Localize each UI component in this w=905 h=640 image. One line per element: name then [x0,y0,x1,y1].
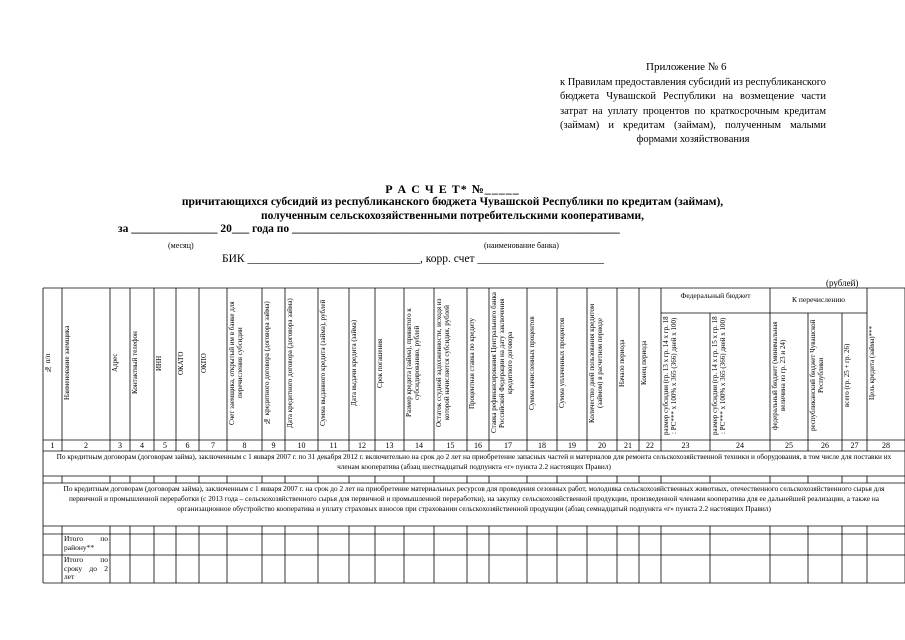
column-number: 22 [646,441,654,450]
bik-line: БИК ______________________________, корр. счет ______________________ [222,253,604,265]
total-term-label: Итого по сроку до 2 лет [64,555,108,581]
column-header: размер субсидии (гр. 13 x гр. 14 x гр. 18 : РС*** x 100% x 365 (366) дней x 100) [662,316,678,435]
column-number: 21 [624,441,632,450]
column-header: Ставка рефинансирования Центрального банка Российской Федерации на дату заключения кредитного договора [490,292,514,434]
column-number: 3 [118,441,122,450]
column-number: 23 [681,441,690,450]
column-header: всего (гр. 25 + гр. 26) [843,343,851,408]
column-header: № кредитного договора (договора займа) [263,301,271,425]
column-number: 12 [358,441,366,450]
column-header: Дата кредитного договора (договора займа) [286,298,294,428]
column-header: Процентная ставка по кредиту [468,317,476,409]
column-number: 4 [140,441,144,450]
column-header: республиканский бюджет Чувашской Республики [809,319,825,432]
column-number: 18 [538,441,546,450]
section-2-heading: По кредитным договорам (договорам займа), заключенным с 1 января 2007 г. на срок до 2 лет на приобретение материальных ресурсов для проведения сезонных работ, молодняка сельскохозяйственных животных, отечественного сельскохозяйственного сырья для первичной и промышленной переработки (с 2013 года – сельскохозяйственного сырья для первичной и промышленной переработки), на закупку сельскохозяйственной продукции, произведенной членами кооператива для ее дальнейшей реализации, а также на организационное обустройство кооператива и уплату страховых взносов при страховании сельскохозяйственной продукции (абзац семнадцатый подпункта «г» пункта 2.2 настоящих Правил) [63,484,885,513]
month-hint: (месяц) [168,241,194,250]
column-number: 24 [736,441,744,450]
column-number: 8 [242,441,247,450]
column-number: 9 [271,441,276,450]
column-number: 19 [568,441,576,450]
group-federal-budget: Федеральный бюджет [680,291,751,300]
column-header: Адрес [111,353,119,373]
group-to-transfer: К перечислению [792,295,845,304]
column-number: 7 [211,441,215,450]
column-header: Сумма уплаченных процентов [558,317,566,409]
column-header: Наименование заемщика [63,325,71,401]
document-subtitle-1: причитающихся субсидий из республиканского бюджета Чувашской Республики по кредитам (займам), [181,196,724,208]
column-header: ОКПО [200,353,208,373]
column-header: Сумма начисленных процентов [528,316,536,410]
column-number: 5 [163,441,167,450]
column-header: федеральный бюджет (минимальная величина из гр. 23 и 24) [771,321,787,430]
column-header: ИНН [155,355,163,371]
column-header: № п/п [44,353,52,373]
column-number: 6 [185,441,190,450]
column-header: размер субсидии (гр. 14 x гр. 15 x гр. 18 : РС*** x 100% x 365 (366) дней x 100) [711,316,727,435]
document-subtitle-2: полученным сельскохозяйственными потребительскими кооперативами, [260,210,645,222]
column-header: Сумма выданного кредита (займа), рублей [319,299,327,427]
column-number: 20 [598,441,606,450]
column-number: 16 [474,441,482,450]
column-header: Контактный телефон [131,331,139,395]
period-bank-line: за _______________ 20___ года по _________________________________________________________ [118,223,620,235]
currency-unit: (рублей) [826,278,859,288]
column-number: 25 [785,441,793,450]
column-header: Дата выдачи кредита (займа) [350,319,358,407]
section-1-heading: По кредитным договорам (договорам займа), заключенным с 1 января 2007 г. по 31 декабря 2012 г. включительно на срок до 2 лет на приобретение запасных частей и материалов для ремонта сельскохозяйственной техники и оборудования, в том числе для поставки их членам кооператива (абзац шестнадцатый подпункта «г» пункта 2.2 настоящих Правил) [56,452,892,471]
column-header: Остаток ссудной задолженности, исходя из которой начисляется субсидия, рублей [435,298,451,428]
column-header: Конец периода [640,340,648,386]
column-number: 26 [821,441,829,450]
column-number: 1 [50,441,55,450]
column-header: Размер кредита (займа), принятого к субсидированию, рублей [405,308,421,418]
column-number: 27 [850,441,859,450]
column-header: Начало периода [618,339,626,387]
document-title: Р А С Ч Е Т* №_____ [385,182,520,196]
column-header: Количество дней пользования кредитом (займом) в расчетном периоде [588,303,604,423]
column-header: Цель кредита (займа)*** [868,325,876,401]
appendix-text: к Правилам предоставления субсидий из республиканского бюджета Чувашской Республики на возмещение части затрат на уплату процентов по краткосрочным кредитам (займам) и кредитам (займам), полученным малыми формами хозяйствования [560,77,827,146]
column-number: 13 [385,441,394,450]
column-number: 11 [329,441,338,450]
column-header: Срок погашения [376,338,384,388]
column-number: 28 [882,441,890,450]
column-number: 2 [84,441,88,450]
appendix-title: Приложение № 6 [646,61,727,73]
column-number: 15 [446,441,455,450]
bank-name-hint: (наименование банка) [484,241,559,250]
column-number: 14 [415,441,423,450]
total-district-label: Итого по району** [64,534,108,552]
column-number: 17 [504,441,512,450]
column-header: ОКАТО [177,351,185,375]
column-number: 10 [297,441,306,450]
column-header: Счет заемщика, открытый им в банке для перечисления субсидии [228,301,244,425]
